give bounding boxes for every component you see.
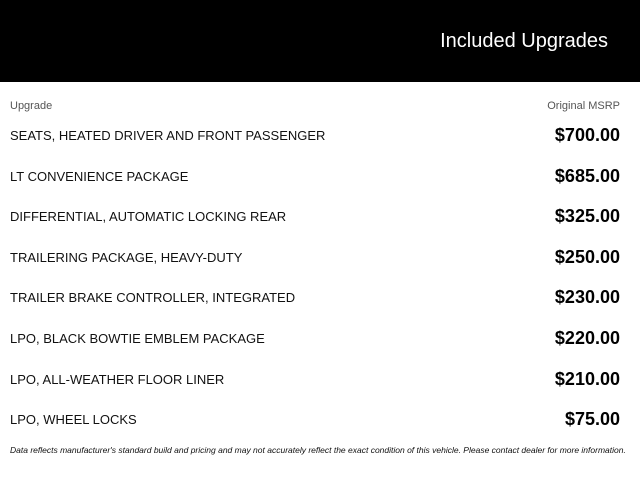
upgrade-name: LPO, BLACK BOWTIE EMBLEM PACKAGE [10,330,265,346]
column-header-msrp: Original MSRP [547,100,620,112]
list-item [0,115,640,156]
upgrade-name: LT CONVENIENCE PACKAGE [10,168,189,184]
upgrade-price: $210.00 [554,368,620,389]
list-item [0,399,640,440]
upgrade-name: TRAILER BRAKE CONTROLLER, INTEGRATED [10,290,296,306]
upgrade-name: SEATS, HEATED DRIVER AND FRONT PASSENGER [10,128,326,143]
upgrade-name: LPO, WHEEL LOCKS [10,412,137,428]
list-item [0,196,640,237]
upgrade-name: LPO, ALL-WEATHER FLOOR LINER [10,371,225,387]
upgrade-price: $700.00 [554,125,620,145]
upgrade-price: $75.00 [564,409,620,430]
upgrades-list [0,115,640,440]
list-item [0,359,640,400]
upgrade-price: $325.00 [554,206,620,227]
column-header-upgrade: Upgrade [10,100,53,112]
upgrade-price: $220.00 [554,327,620,348]
list-item [0,237,640,278]
upgrade-name: DIFFERENTIAL, AUTOMATIC LOCKING REAR [10,209,287,225]
upgrade-price: $230.00 [554,287,620,308]
list-item [0,277,640,318]
upgrade-price: $685.00 [554,165,620,186]
upgrade-price: $250.00 [554,246,620,267]
disclaimer-footnote: Data reflects manufacturer's standard build and pricing and may not accurately reflect the exact condition of this vehicle. Please contact dealer for more information. [10,445,626,455]
list-item [0,156,640,197]
header-bar [0,0,640,82]
list-item [0,318,640,359]
page-title: Included Upgrades [440,30,608,52]
upgrade-name: TRAILERING PACKAGE, HEAVY-DUTY [10,249,243,265]
